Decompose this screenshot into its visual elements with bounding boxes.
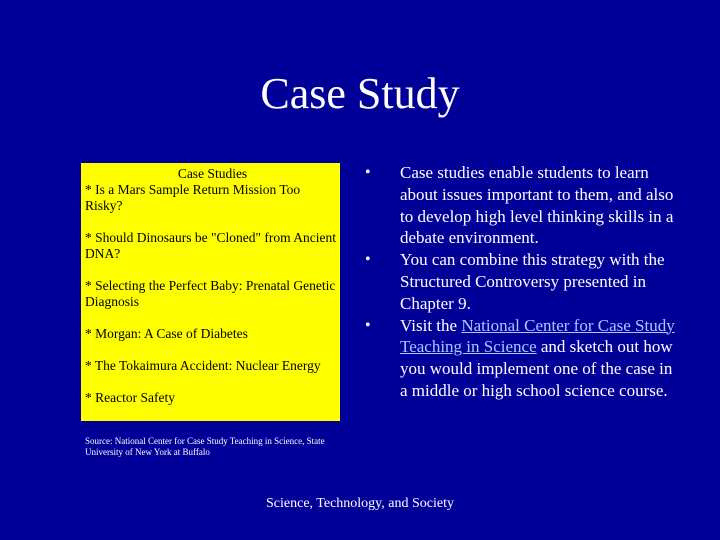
case-box-heading: Case Studies — [177, 166, 248, 181]
bullet-marker: • — [365, 251, 371, 269]
case-studies-box — [81, 163, 340, 421]
case-item: * Should Dinosaurs be "Cloned" from Ancient DNA? — [85, 230, 336, 261]
bullet-text: Case studies enable students to learn about issues important to them, and also to develop high level thinking skills in a debate environment. — [400, 163, 674, 248]
bullet-marker: • — [365, 316, 371, 334]
bullet-item — [362, 315, 682, 402]
bullet-marker: • — [365, 164, 371, 181]
case-item: * Reactor Safety — [85, 390, 175, 405]
bullet-text: You can combine this strategy with the Structured Controversy presented in Chapter 9. — [400, 250, 665, 313]
case-item: * The Tokaimura Accident: Nuclear Energy — [85, 358, 321, 373]
slide-title: Case Study — [260, 69, 460, 118]
source-caption: Source: National Center for Case Study Teaching in Science, State University of New York at Buffalo — [85, 436, 325, 457]
bullet-text-before: Visit the — [400, 315, 462, 335]
nccstt-link[interactable]: National Center for Case Study Teaching in Science — [400, 315, 675, 357]
bullet-text-after: and sketch out how you would implement one of the case in a middle or high school science course. — [400, 337, 673, 400]
bullet-list — [362, 162, 682, 402]
bullet-item — [362, 162, 682, 249]
case-item: * Is a Mars Sample Return Mission Too Risky? — [85, 182, 301, 213]
case-item: * Selecting the Perfect Baby: Prenatal Genetic Diagnosis — [85, 278, 336, 309]
slide-footer: Science, Technology, and Society — [266, 496, 454, 511]
case-item: * Morgan: A Case of Diabetes — [85, 326, 248, 341]
bullet-item — [362, 249, 682, 314]
